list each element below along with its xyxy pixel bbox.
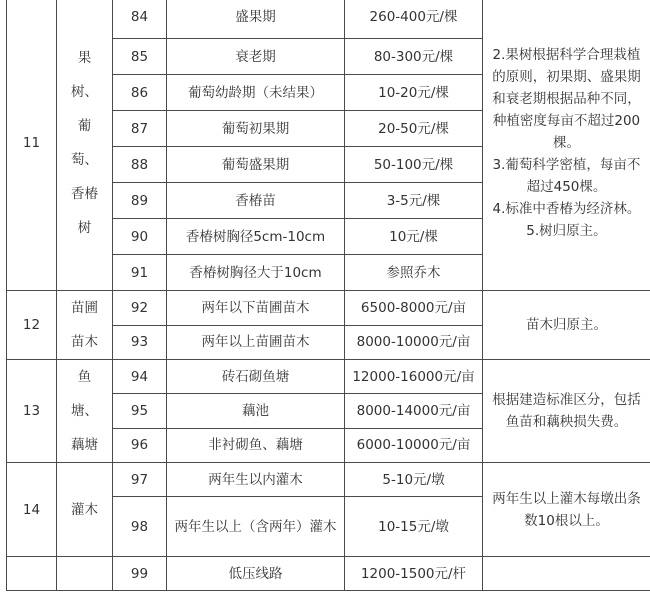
note-line: 2.果树根据科学合理栽植的原则，初果期、盛果期和衰老期根据品种不同，种植密度每亩不超过200棵。: [492, 46, 641, 151]
item-name: 藕池: [167, 394, 345, 428]
item-seq: 89: [113, 183, 167, 219]
note-line: 苗木归原主。: [526, 317, 607, 333]
note-line: 根据建造标准区分，包括鱼苗和藕秧损失费。: [492, 392, 641, 430]
category-label: 鱼塘、藕塘: [71, 369, 98, 453]
note-line: 两年生以上灌木每墩出条数10根以上。: [492, 490, 641, 529]
group-number: 14: [7, 463, 57, 557]
item-seq: 88: [113, 147, 167, 183]
item-seq: 85: [113, 39, 167, 75]
item-price: 10-15元/墩: [345, 497, 483, 557]
item-seq: 95: [113, 394, 167, 428]
item-price: 5-10元/墩: [345, 463, 483, 497]
item-price: 50-100元/棵: [345, 147, 483, 183]
item-seq: 87: [113, 111, 167, 147]
item-name: 葡萄初果期: [167, 111, 345, 147]
item-price: 20-50元/棵: [345, 111, 483, 147]
table-body: [7, 0, 650, 591]
item-seq: 91: [113, 255, 167, 291]
item-name: 两年以上苗圃苗木: [167, 325, 345, 360]
item-price: 8000-14000元/亩: [345, 394, 483, 428]
item-name: 葡萄盛果期: [167, 147, 345, 183]
item-price: 6500-8000元/亩: [345, 291, 483, 326]
item-price: 参照乔木: [345, 255, 483, 291]
group-note: [483, 291, 650, 360]
group-note: [483, 463, 650, 557]
table-row: [7, 463, 650, 497]
item-name: 衰老期: [167, 39, 345, 75]
item-price: 3-5元/棵: [345, 183, 483, 219]
item-price: 10元/棵: [345, 219, 483, 255]
item-seq: 86: [113, 75, 167, 111]
item-seq: 93: [113, 325, 167, 360]
item-name: 两年生以上（含两年）灌木: [167, 497, 345, 557]
item-price: 8000-10000元/亩: [345, 325, 483, 360]
group-number: 11: [7, 0, 57, 291]
item-name: 两年生以内灌木: [167, 463, 345, 497]
item-seq: 97: [113, 463, 167, 497]
group-category: [57, 360, 113, 463]
item-name: 砖石砌鱼塘: [167, 360, 345, 394]
table-row: [7, 360, 650, 394]
group-note: [483, 360, 650, 463]
table-row: [7, 291, 650, 326]
item-name: 非衬砌鱼、藕塘: [167, 428, 345, 462]
item-name: 香椿树胸径大于10cm: [167, 255, 345, 291]
group-category: [57, 291, 113, 360]
group-number: 13: [7, 360, 57, 463]
category-label: 灌木: [71, 501, 98, 518]
item-name: 香椿苗: [167, 183, 345, 219]
item-price: 1200-1500元/杆: [345, 557, 483, 591]
item-seq: 98: [113, 497, 167, 557]
group-category: [57, 557, 113, 591]
item-seq: 90: [113, 219, 167, 255]
category-label: 苗圃苗木: [71, 300, 98, 350]
compensation-table: [6, 0, 650, 591]
item-name: 葡萄幼龄期（未结果）: [167, 75, 345, 111]
item-name: 两年以下苗圃苗木: [167, 291, 345, 326]
note-line: 4.标准中香椿为经济林。: [492, 200, 641, 217]
item-price: 80-300元/棵: [345, 39, 483, 75]
item-seq: 99: [113, 557, 167, 591]
note-line: 5.树归原主。: [526, 222, 607, 239]
group-number: 12: [7, 291, 57, 360]
group-category: [57, 463, 113, 557]
table-row: [7, 0, 650, 39]
group-note: [483, 0, 650, 291]
category-label: 果树、葡萄、香椿树: [71, 49, 98, 236]
item-name: 盛果期: [167, 0, 345, 39]
table-row: [7, 557, 650, 591]
item-seq: 92: [113, 291, 167, 326]
item-name: 香椿树胸径5cm-10cm: [167, 219, 345, 255]
item-price: 10-20元/棵: [345, 75, 483, 111]
item-seq: 84: [113, 0, 167, 39]
note-line: 3.葡萄科学密植，每亩不超过450棵。: [492, 156, 641, 195]
item-seq: 96: [113, 428, 167, 462]
item-price: 260-400元/棵: [345, 0, 483, 39]
item-name: 低压线路: [167, 557, 345, 591]
group-category: [57, 0, 113, 291]
item-price: 12000-16000元/亩: [345, 360, 483, 394]
item-seq: 94: [113, 360, 167, 394]
group-note: [483, 557, 650, 591]
item-price: 6000-10000元/亩: [345, 428, 483, 462]
group-number: [7, 557, 57, 591]
